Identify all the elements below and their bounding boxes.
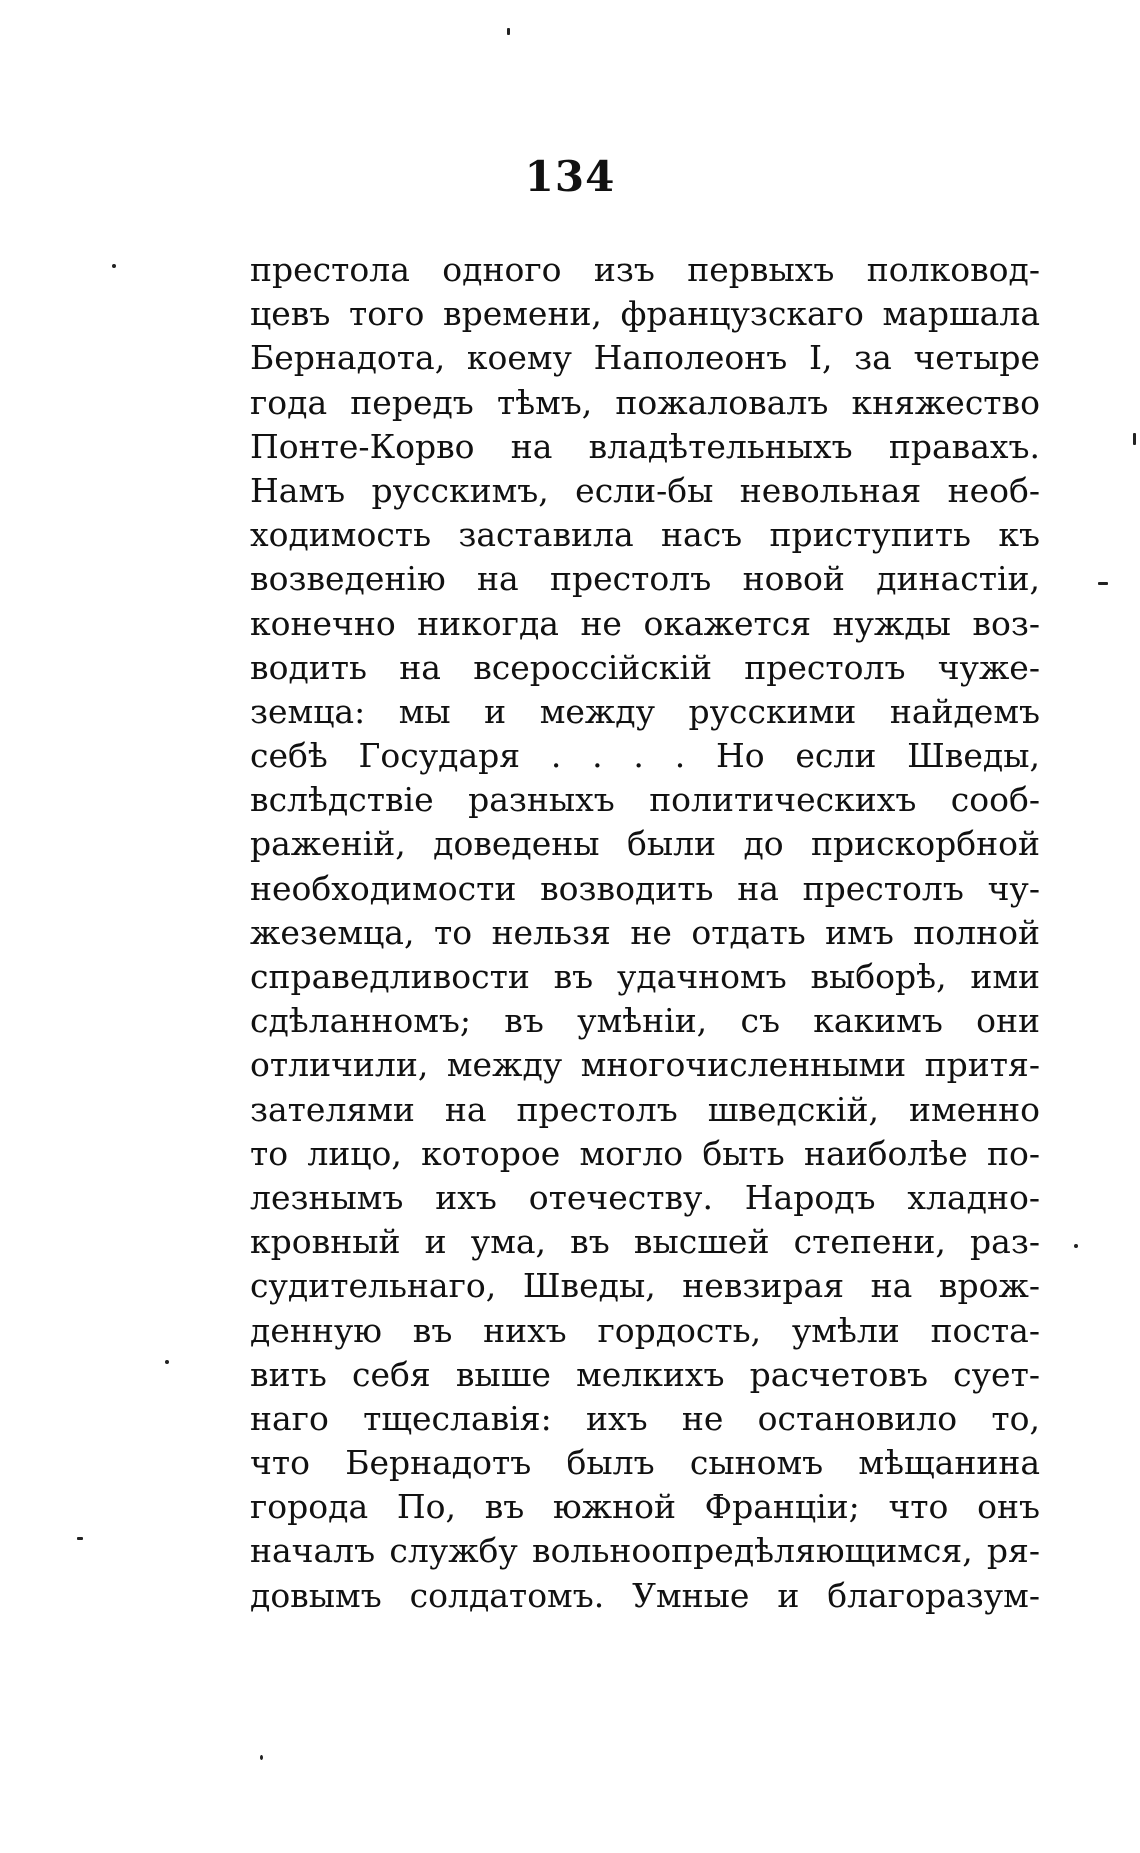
scan-speck	[112, 264, 116, 268]
text-line: довымъ солдатомъ. Умные и благоразум-	[250, 1575, 1040, 1615]
text-line: кровный и ума, въ высшей степени, раз-	[250, 1222, 1040, 1262]
text-line: Намъ русскимъ, если-бы невольная необ-	[250, 470, 1040, 510]
text-line: наго тщеславія: ихъ не остановило то,	[250, 1398, 1040, 1438]
text-line: города По, въ южной Франціи; что онъ	[250, 1487, 1040, 1527]
scan-speck	[1098, 582, 1108, 585]
text-line: необходимости возводить на престолъ чу-	[250, 868, 1040, 908]
text-line: судительнаго, Шведы, невзирая на врож-	[250, 1266, 1040, 1306]
page-number: 134	[524, 152, 616, 201]
text-line: цевъ того времени, французскаго маршала	[250, 294, 1040, 334]
text-line: раженій, доведены были до прискорбной	[250, 824, 1040, 864]
text-line: возведенію на престолъ новой династіи,	[250, 559, 1040, 599]
scan-speck	[1133, 433, 1136, 445]
text-line: вить себя выше мелкихъ расчетовъ сует-	[250, 1354, 1040, 1394]
text-line: отличили, между многочисленными притя-	[250, 1045, 1040, 1085]
text-line: зателями на престолъ шведскій, именно	[250, 1089, 1040, 1129]
text-line: ходимость заставила насъ приступить къ	[250, 515, 1040, 555]
text-line: жеземца, то нельзя не отдать имъ полной	[250, 912, 1040, 952]
text-line: конечно никогда не окажется нужды воз-	[250, 603, 1040, 643]
scan-speck	[260, 1755, 263, 1760]
text-line: земца: мы и между русскими найдемъ	[250, 691, 1040, 731]
scan-speck	[165, 1360, 169, 1364]
text-line: вслѣдствіе разныхъ политическихъ сооб-	[250, 780, 1040, 820]
text-line: сдѣланномъ; въ умѣніи, съ какимъ они	[250, 1001, 1040, 1041]
text-line: Понте-Корво на владѣтельныхъ правахъ.	[250, 426, 1040, 466]
scan-speck	[507, 28, 510, 35]
text-line: себѣ Государя . . . . Но если Шведы,	[250, 736, 1040, 776]
text-line: то лицо, которое могло быть наиболѣе по-	[250, 1133, 1040, 1173]
text-line: года передъ тѣмъ, пожаловалъ княжество	[250, 382, 1040, 422]
text-line: престола одного изъ первыхъ полковод-	[250, 250, 1040, 289]
text-line: водить на всероссійскій престолъ чуже-	[250, 647, 1040, 687]
text-line: денную въ нихъ гордость, умѣли поста-	[250, 1310, 1040, 1350]
text-line: Бернадота, коему Наполеонъ I, за четыре	[250, 338, 1040, 378]
body-text	[250, 248, 1040, 1618]
text-line: что Бернадотъ былъ сыномъ мѣщанина	[250, 1443, 1040, 1483]
text-line: справедливости въ удачномъ выборѣ, ими	[250, 957, 1040, 996]
scan-speck	[77, 1537, 83, 1540]
scan-speck	[1074, 1244, 1078, 1248]
text-line: лезнымъ ихъ отечеству. Народъ хладно-	[250, 1177, 1040, 1217]
text-line: началъ службу вольноопредѣляющимся, ря-	[250, 1531, 1040, 1571]
